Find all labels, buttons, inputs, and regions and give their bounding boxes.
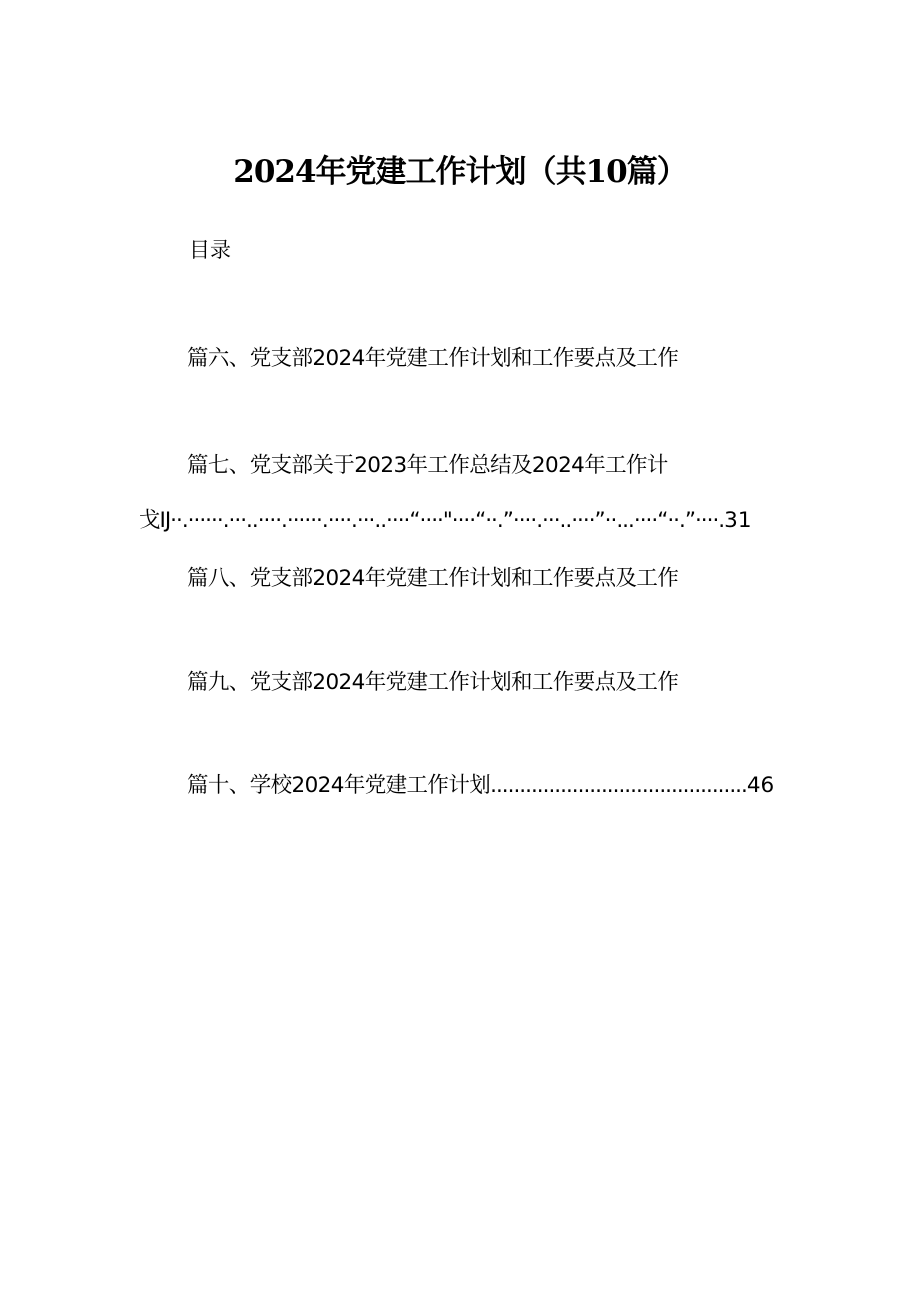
toc-entry-text: 篇七、党支部关于2023年工作总结及2024年工作计 [187, 453, 668, 478]
toc-entry-leader: 戈IJ··.······.···..····.······.····.···..····“····"····“··.”····.···..····”··...····“··.”····. [139, 508, 725, 533]
document-title: 2024年党建工作计划（共10篇） [233, 154, 687, 190]
toc-page-number: 31 [724, 508, 752, 533]
toc-page-number: 46 [746, 773, 775, 798]
toc-entry-text: 篇六、党支部2024年党建工作计划和工作要点及工作 [187, 346, 679, 371]
toc-entry-text: 篇八、党支部2024年党建工作计划和工作要点及工作 [187, 566, 679, 591]
toc-entry-7-continuation [139, 503, 752, 534]
toc-entry-text: 篇十、学校2024年党建工作计划 [187, 773, 491, 798]
toc-entry-8 [187, 561, 678, 592]
toc-entry-leader: ............................................ [490, 773, 747, 798]
toc-entry-text: 篇九、党支部2024年党建工作计划和工作要点及工作 [187, 670, 679, 695]
toc-entry-10 [187, 768, 774, 799]
toc-entry-6 [187, 341, 678, 372]
toc-heading: 目录 [189, 238, 231, 262]
toc-entry-7 [187, 448, 668, 479]
toc-entry-9 [187, 665, 678, 696]
